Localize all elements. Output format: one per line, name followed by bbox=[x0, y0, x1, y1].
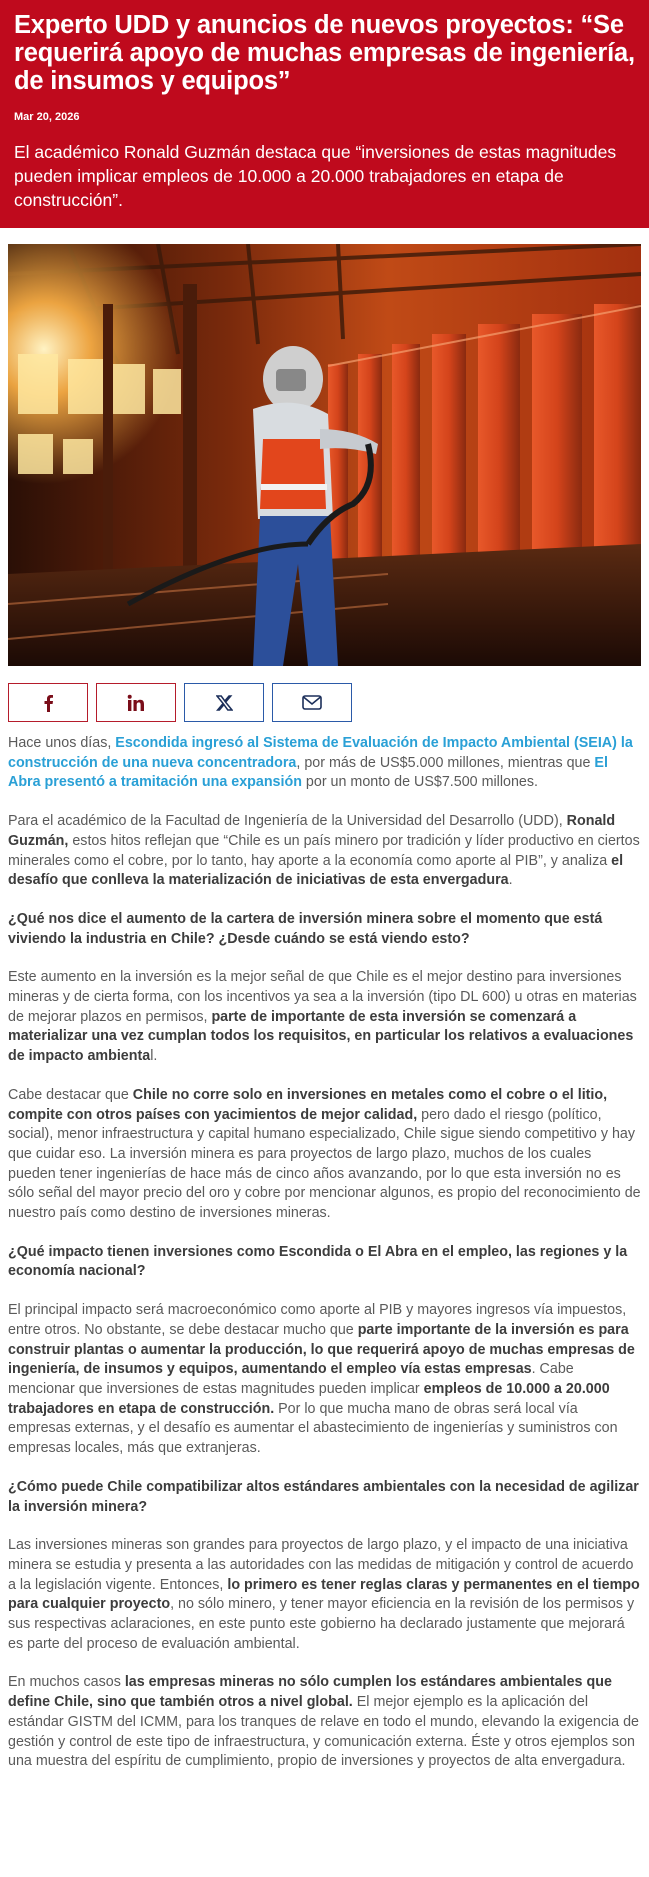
paragraph-2: Para el académico de la Facultad de Ingeniería de la Universidad del Desarrollo (UDD), Ronald Guzmán, estos hitos reflejan que “Chile es un país minero por tradición y líder productivo en ciertos minerales como el cobre, por lo tanto, hay aporte a la economía como aporte al PIB”, y analiza el desafío que conlleva la materialización de iniciativas de esta envergadura. bbox=[8, 813, 640, 889]
x-icon bbox=[216, 695, 233, 711]
article-title: Experto UDD y anuncios de nuevos proyectos: “Se requerirá apoyo de muchas empresas de ingeniería, de insumos y equipos” bbox=[14, 11, 635, 95]
mail-icon bbox=[302, 695, 322, 710]
article-lead: El académico Ronald Guzmán destaca que “inversiones de estas magnitudes pueden implicar empleos de 10.000 a 20.000 trabajadores en etapa de construcción”. bbox=[14, 142, 617, 210]
article-body bbox=[8, 734, 641, 1791]
paragraph-7: En muchos casos las empresas mineras no sólo cumplen los estándares ambientales que define Chile, sino que también otros a nivel global. El mejor ejemplo es la aplicación del estándar GISTM del ICMM, para los tranques de relave en todo el mundo, elevando la exigencia de gestión y control de este tipo de infraestructura, y comunicación externa. Éste y otros ejemplos son una muestra del espíritu de cumplimiento, propio de inversiones y proyectos de alta envergadura. bbox=[8, 1674, 640, 1770]
link-escondida-seia[interactable]: Escondida ingresó al Sistema de Evaluación de Impacto Ambiental (SEIA) la construcción de una nueva concentradora bbox=[8, 735, 633, 771]
share-bar bbox=[8, 683, 352, 722]
share-x-button[interactable] bbox=[184, 683, 264, 722]
facebook-icon bbox=[41, 694, 55, 712]
question-2: ¿Qué impacto tienen inversiones como Escondida o El Abra en el empleo, las regiones y la economía nacional? bbox=[8, 1243, 628, 1280]
link-el-abra-expansion[interactable]: El Abra presentó a tramitación una expansión bbox=[8, 754, 608, 791]
paragraph-1: Hace unos días, Escondida ingresó al Sistema de Evaluación de Impacto Ambiental (SEIA) la construcción de una nueva concentradora, por más de US$5.000 millones, mientras que El Abra presentó a tramitación una expansión por un monto de US$7.500 millones. bbox=[8, 735, 633, 791]
paragraph-5: El principal impacto será macroeconómico como aporte al PIB y mayores ingresos vía impuestos, entre otros. No obstante, se debe destacar mucho que parte importante de la inversión es para construir plantas o aumentar la producción, lo que requerirá apoyo de muchas empresas de ingeniería, de insumos y equipos, aumentando el empleo vía estas empresas. Cabe mencionar que inversiones de estas magnitudes pueden implicar empleos de 10.000 a 20.000 trabajadores en etapa de construcción. Por lo que mucha mano de obras será local vía empresas externas, y el desafío es aumentar el abastecimiento de ingenierías y suministros con empresas locales, más que extranjeras. bbox=[8, 1302, 635, 1457]
paragraph-3: Este aumento en la inversión es la mejor señal de que Chile es el mejor destino para inversiones mineras y de cierta forma, con los incentivos ya sea a la inversión (tipo DL 600) u otras en materias de mejorar plazos en permisos, parte de importante de esta inversión se comenzará a materializar una vez cumplan todos los requisitos, en particular los relativos a evaluaciones de impacto ambiental. bbox=[8, 969, 637, 1065]
hero-image bbox=[8, 244, 641, 666]
article-header bbox=[0, 0, 649, 228]
share-email-button[interactable] bbox=[272, 683, 352, 722]
linkedin-icon bbox=[127, 694, 145, 712]
hero-illustration bbox=[8, 244, 641, 666]
paragraph-6: Las inversiones mineras son grandes para proyectos de largo plazo, y el impacto de una iniciativa minera se estudia y presenta a las autoridades con las medidas de mitigación y control de acuerdo a la legislación vigente. Entonces, lo primero es tener reglas claras y permanentes en el tiempo para cualquier proyecto, no sólo minero, y tener mayor eficiencia en la revisión de los permisos y sus respectivas aclaraciones, en este punto este gobierno ha declarado justamente que mejorará es parte del proceso de evaluación ambiental. bbox=[8, 1537, 640, 1652]
share-linkedin-button[interactable] bbox=[96, 683, 176, 722]
question-1: ¿Qué nos dice el aumento de la cartera de inversión minera sobre el momento que está viviendo la industria en Chile? ¿Desde cuándo se está viendo esto? bbox=[8, 910, 603, 947]
share-facebook-button[interactable] bbox=[8, 683, 88, 722]
paragraph-4: Cabe destacar que Chile no corre solo en inversiones en metales como el cobre o el litio, compite con otros países con yacimientos de mejor calidad, pero dado el riesgo (político, social), menor infraestructura y capital humano especializado, Chile sigue siendo competitivo y hay que cuidar eso. La inversión minera es para proyectos de largo plazo, muchos de los cuales pueden tener ingenierías de hace más de cinco años avanzando, por lo que esta inversión no es sólo señal del mayor precio del oro y cobre por mencionar algunos, es propio del reconocimiento de nuestro país como destino de inversiones mineras. bbox=[8, 1086, 641, 1222]
question-3: ¿Cómo puede Chile compatibilizar altos estándares ambientales con la necesidad de agilizar la inversión minera? bbox=[8, 1478, 639, 1515]
publish-date: Mar 20, 2026 bbox=[14, 111, 80, 123]
